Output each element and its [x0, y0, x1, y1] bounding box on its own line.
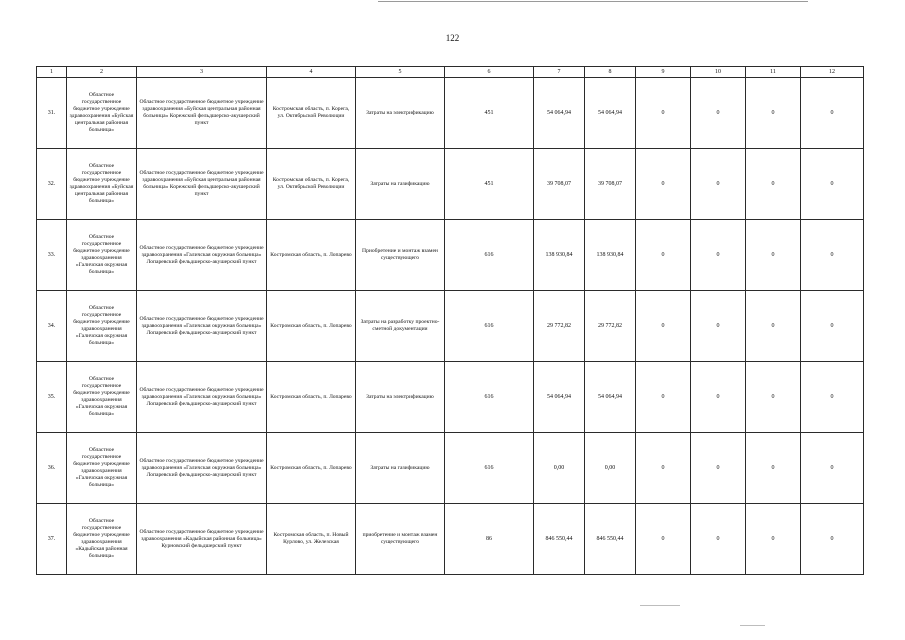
- row-number-cell: 37.: [37, 504, 67, 575]
- row-number-cell: 35.: [37, 362, 67, 433]
- value-cell: 0: [691, 362, 746, 433]
- value-cell: 0: [691, 78, 746, 149]
- page-number: 122: [445, 33, 460, 43]
- value-cell: 0: [636, 78, 691, 149]
- value-cell: 0: [691, 291, 746, 362]
- amount-cell: 138 930,84: [585, 220, 636, 291]
- facility-cell: Областное государственное бюджетное учреждение здравоохранения «Кадыйская районная больница» Курновский фельдшерский пункт: [137, 504, 267, 575]
- scan-mark: [640, 605, 680, 606]
- facility-cell: Областное государственное бюджетное учреждение здравоохранения «Буйская центральная районная больница» Корежский фельдшерско-акушерский пункт: [137, 149, 267, 220]
- amount-cell: 0,00: [534, 433, 585, 504]
- scan-mark: [740, 625, 765, 626]
- work-type-cell: Затраты на газификацию: [356, 149, 445, 220]
- amount-cell: 54 064,94: [534, 78, 585, 149]
- value-cell: 0: [746, 504, 801, 575]
- column-header: 5: [356, 67, 445, 78]
- column-header: 12: [801, 67, 864, 78]
- value-cell: 0: [691, 220, 746, 291]
- address-cell: Костромская область, п. Новый Курлово, ул. Железская: [267, 504, 356, 575]
- row-number-cell: 33.: [37, 220, 67, 291]
- column-header: 8: [585, 67, 636, 78]
- column-header: 3: [137, 67, 267, 78]
- amount-cell: 846 550,44: [585, 504, 636, 575]
- facility-cell: Областное государственное бюджетное учреждение здравоохранения «Галичская окружная больница» Лопаревский фельдшерско-акушерский пункт: [137, 291, 267, 362]
- value-cell: 0: [746, 220, 801, 291]
- facility-cell: Областное государственное бюджетное учреждение здравоохранения «Галичская окружная больница» Лопаревский фельдшерско-акушерский пункт: [137, 220, 267, 291]
- institution-cell: Областное государственное бюджетное учреждение здравоохранения «Галичская окружная больница»: [67, 291, 137, 362]
- work-type-cell: приобретение и монтаж взамен существующего: [356, 504, 445, 575]
- value-cell: 0: [636, 504, 691, 575]
- code-cell: 451: [445, 149, 534, 220]
- amount-cell: 54 064,94: [534, 362, 585, 433]
- value-cell: 0: [636, 291, 691, 362]
- work-type-cell: Приобретение и монтаж взамен существующего: [356, 220, 445, 291]
- address-cell: Костромская область, п. Лопарево: [267, 291, 356, 362]
- value-cell: 0: [801, 220, 864, 291]
- column-header: 6: [445, 67, 534, 78]
- value-cell: 0: [636, 149, 691, 220]
- value-cell: 0: [746, 149, 801, 220]
- amount-cell: 846 550,44: [534, 504, 585, 575]
- institution-cell: Областное государственное бюджетное учреждение здравоохранения «Галичская окружная больница»: [67, 433, 137, 504]
- column-header: 7: [534, 67, 585, 78]
- table-row: [37, 78, 864, 149]
- value-cell: 0: [746, 291, 801, 362]
- amount-cell: 29 772,82: [534, 291, 585, 362]
- top-rule: [378, 1, 808, 2]
- table-row: [37, 291, 864, 362]
- value-cell: 0: [801, 78, 864, 149]
- facility-cell: Областное государственное бюджетное учреждение здравоохранения «Галичская окружная больница» Лопаревский фельдшерско-акушерский пункт: [137, 433, 267, 504]
- value-cell: 0: [746, 78, 801, 149]
- column-header: 2: [67, 67, 137, 78]
- column-header: 11: [746, 67, 801, 78]
- value-cell: 0: [801, 433, 864, 504]
- amount-cell: 29 772,82: [585, 291, 636, 362]
- value-cell: 0: [801, 362, 864, 433]
- code-cell: 616: [445, 220, 534, 291]
- value-cell: 0: [801, 291, 864, 362]
- table-header-row: [37, 67, 864, 78]
- facility-cell: Областное государственное бюджетное учреждение здравоохранения «Буйская центральная районная больница» Корежский фельдшерско-акушерский пункт: [137, 78, 267, 149]
- facility-cell: Областное государственное бюджетное учреждение здравоохранения «Галичская окружная больница» Лопаревский фельдшерско-акушерский пункт: [137, 362, 267, 433]
- row-number-cell: 36.: [37, 433, 67, 504]
- amount-cell: 54 064,94: [585, 362, 636, 433]
- institution-cell: Областное государственное бюджетное учреждение здравоохранения «Галичская окружная больница»: [67, 220, 137, 291]
- work-type-cell: Затраты на электрификацию: [356, 362, 445, 433]
- value-cell: 0: [746, 433, 801, 504]
- amount-cell: 138 930,84: [534, 220, 585, 291]
- address-cell: Костромская область, п. Лопарево: [267, 433, 356, 504]
- column-header: 4: [267, 67, 356, 78]
- value-cell: 0: [801, 504, 864, 575]
- amount-cell: 39 708,07: [534, 149, 585, 220]
- row-number-cell: 31.: [37, 78, 67, 149]
- work-type-cell: Затраты на газификацию: [356, 433, 445, 504]
- address-cell: Костромская область, п. Лопарево: [267, 220, 356, 291]
- column-header: 1: [37, 67, 67, 78]
- amount-cell: 0,00: [585, 433, 636, 504]
- amount-cell: 39 708,07: [585, 149, 636, 220]
- table-row: [37, 362, 864, 433]
- value-cell: 0: [746, 362, 801, 433]
- address-cell: Костромская область, п. Лопарево: [267, 362, 356, 433]
- code-cell: 86: [445, 504, 534, 575]
- value-cell: 0: [691, 433, 746, 504]
- amount-cell: 54 064,94: [585, 78, 636, 149]
- row-number-cell: 34.: [37, 291, 67, 362]
- code-cell: 616: [445, 433, 534, 504]
- institution-cell: Областное государственное бюджетное учреждение здравоохранения «Галичская окружная больница»: [67, 362, 137, 433]
- code-cell: 451: [445, 78, 534, 149]
- table-row: [37, 149, 864, 220]
- institution-cell: Областное государственное бюджетное учреждение здравоохранения «Кадыйская районная больница»: [67, 504, 137, 575]
- work-type-cell: Затраты на разработку проектно-сметной документации: [356, 291, 445, 362]
- column-header: 9: [636, 67, 691, 78]
- row-number-cell: 32.: [37, 149, 67, 220]
- data-table: [36, 66, 864, 575]
- value-cell: 0: [691, 504, 746, 575]
- value-cell: 0: [636, 362, 691, 433]
- table-row: [37, 433, 864, 504]
- address-cell: Костромская область, п. Корега, ул. Октябрьской Революции: [267, 78, 356, 149]
- column-header: 10: [691, 67, 746, 78]
- institution-cell: Областное государственное бюджетное учреждение здравоохранения «Буйская центральная районная больница»: [67, 78, 137, 149]
- table-row: [37, 220, 864, 291]
- value-cell: 0: [636, 433, 691, 504]
- work-type-cell: Затраты на электрификацию: [356, 78, 445, 149]
- code-cell: 616: [445, 362, 534, 433]
- value-cell: 0: [636, 220, 691, 291]
- code-cell: 616: [445, 291, 534, 362]
- address-cell: Костромская область, п. Корега, ул. Октябрьской Революции: [267, 149, 356, 220]
- value-cell: 0: [801, 149, 864, 220]
- value-cell: 0: [691, 149, 746, 220]
- institution-cell: Областное государственное бюджетное учреждение здравоохранения «Буйская центральная районная больница»: [67, 149, 137, 220]
- table-row: [37, 504, 864, 575]
